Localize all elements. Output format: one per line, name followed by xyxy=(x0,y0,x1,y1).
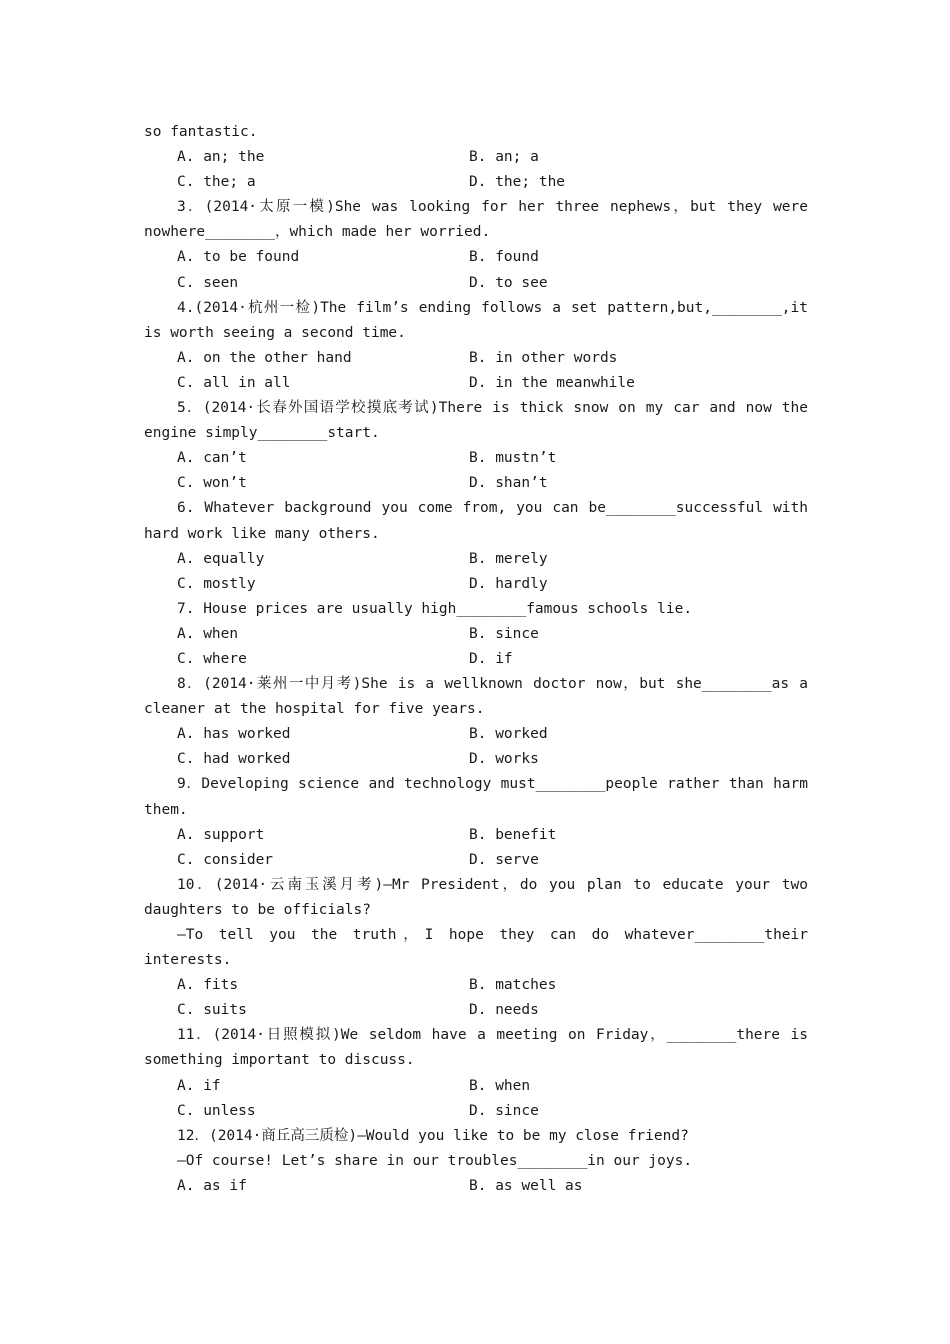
answer-option: D. to see xyxy=(469,274,548,291)
question-stem-line: nowhere________，which made her worried. xyxy=(144,224,491,241)
answer-option: B. worked xyxy=(469,726,548,743)
question-stem-line: 7. House prices are usually high________famous schools lie. xyxy=(177,600,693,617)
option-row xyxy=(144,547,808,572)
answer-option: C. had worked xyxy=(177,751,291,768)
option-row xyxy=(144,572,808,597)
answer-option: A. on the other hand xyxy=(177,349,352,366)
answer-option: A. has worked xyxy=(177,726,291,743)
answer-option: B. mustn’t xyxy=(469,450,557,467)
question-stem-line: 12．(2014·商丘高三质检)—Would you like to be my close friend? xyxy=(177,1127,689,1144)
answer-option: A. if xyxy=(177,1077,221,1094)
option-row xyxy=(144,170,808,195)
question-stem-line: 11．(2014·日照模拟)We seldom have a meeting on Friday，________there is xyxy=(177,1027,808,1044)
question-stem-line: is worth seeing a second time. xyxy=(144,324,406,341)
answer-option: C. where xyxy=(177,650,247,667)
answer-option: B. found xyxy=(469,249,539,266)
answer-option: D. the; the xyxy=(469,174,566,191)
answer-option: D. needs xyxy=(469,1002,539,1019)
option-row xyxy=(144,471,808,496)
answer-option: A. equally xyxy=(177,550,265,567)
answer-option: B. an; a xyxy=(469,149,539,166)
option-row xyxy=(144,1174,808,1199)
answer-option: A. an; the xyxy=(177,149,265,166)
question-stem-line: interests. xyxy=(144,952,232,969)
answer-option: B. in other words xyxy=(469,349,618,366)
question-q8 xyxy=(144,672,808,772)
question-stem-line: them. xyxy=(144,801,188,818)
question-q10 xyxy=(144,873,808,1024)
document-page xyxy=(144,120,808,1199)
question-stem-line: engine simply________start. xyxy=(144,425,380,442)
answer-option: D. since xyxy=(469,1102,539,1119)
option-row xyxy=(144,1099,808,1124)
question-stem-line: 3．(2014·太原一模)She was looking for her three nephews，but they were xyxy=(177,199,808,216)
option-row xyxy=(144,446,808,471)
answer-option: B. since xyxy=(469,625,539,642)
option-row xyxy=(144,998,808,1023)
question-stem-line: 6. Whatever background you come from, you can be________successful with xyxy=(177,500,808,517)
answer-option: D. shan’t xyxy=(469,475,548,492)
question-q2 xyxy=(144,145,808,195)
question-q4 xyxy=(144,296,808,396)
answer-option: C. mostly xyxy=(177,575,256,592)
question-stem-line: daughters to be officials? xyxy=(144,901,371,918)
option-row xyxy=(144,346,808,371)
answer-option: C. seen xyxy=(177,274,239,291)
question-stem-line: 8．(2014·莱州一中月考)She is a wellknown doctor now，but she________as a xyxy=(177,676,808,693)
answer-option: A. can’t xyxy=(177,450,247,467)
question-stem-line: something important to discuss. xyxy=(144,1052,415,1069)
question-stem-line: 10．(2014·云南玉溪月考)—Mr President，do you plan to educate your two xyxy=(177,876,808,893)
question-q7 xyxy=(144,597,808,672)
answer-option: B. merely xyxy=(469,550,548,567)
answer-option: C. unless xyxy=(177,1102,256,1119)
option-row xyxy=(144,747,808,772)
option-row xyxy=(144,848,808,873)
answer-option: D. serve xyxy=(469,851,539,868)
answer-option: C. consider xyxy=(177,851,274,868)
answer-option: C. suits xyxy=(177,1002,247,1019)
question-stem-line: —Of course! Let’s share in our troubles________in our joys. xyxy=(177,1152,693,1169)
option-row xyxy=(144,371,808,396)
answer-option: C. the; a xyxy=(177,174,256,191)
answer-option: A. when xyxy=(177,625,239,642)
answer-option: A. fits xyxy=(177,977,239,994)
answer-option: C. all in all xyxy=(177,374,291,391)
answer-option: D. in the meanwhile xyxy=(469,374,635,391)
answer-option: A. to be found xyxy=(177,249,300,266)
question-stem-line: cleaner at the hospital for five years. xyxy=(144,701,485,718)
question-q5 xyxy=(144,396,808,496)
question-q12 xyxy=(144,1124,808,1199)
option-row xyxy=(144,973,808,998)
option-row xyxy=(144,1074,808,1099)
question-stem-line: hard work like many others. xyxy=(144,525,380,542)
option-row xyxy=(144,647,808,672)
question-stem-line: 4.(2014·杭州一检)The film’s ending follows a set pattern,but,________,it xyxy=(177,299,808,316)
question-q6 xyxy=(144,496,808,596)
continued-text: so fantastic. xyxy=(144,124,258,140)
answer-option: A. support xyxy=(177,826,265,843)
option-row xyxy=(144,823,808,848)
answer-option: D. if xyxy=(469,650,513,667)
option-row xyxy=(144,145,808,170)
question-stem-line: 9．Developing science and technology must________people rather than harm xyxy=(177,776,808,793)
question-q9 xyxy=(144,772,808,872)
answer-option: B. benefit xyxy=(469,826,557,843)
answer-option: C. won’t xyxy=(177,475,247,492)
question-stem-line: —To tell you the truth，I hope they can do whatever________their xyxy=(177,927,808,943)
question-q3 xyxy=(144,195,808,295)
answer-option: D. hardly xyxy=(469,575,548,592)
answer-option: B. matches xyxy=(469,977,557,994)
option-row xyxy=(144,245,808,270)
answer-option: B. when xyxy=(469,1077,531,1094)
option-row xyxy=(144,271,808,296)
answer-option: D. works xyxy=(469,751,539,768)
option-row xyxy=(144,722,808,747)
question-list xyxy=(144,145,808,1199)
option-row xyxy=(144,622,808,647)
answer-option: A. as if xyxy=(177,1177,247,1194)
answer-option: B. as well as xyxy=(469,1177,583,1194)
question-stem-line: 5．(2014·长春外国语学校摸底考试)There is thick snow on my car and now the xyxy=(177,400,808,417)
question-q11 xyxy=(144,1023,808,1123)
